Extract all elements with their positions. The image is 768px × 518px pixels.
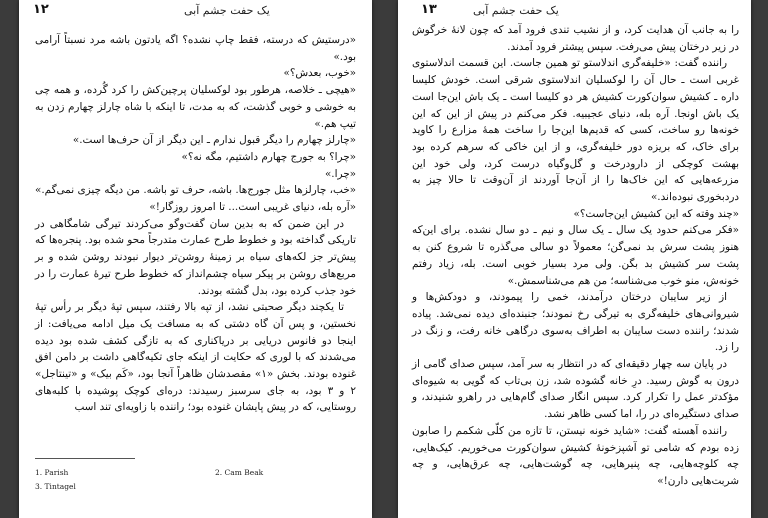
footnote: 2. Cam Beak [215,468,264,477]
footnote: 1. Parish [35,468,69,477]
paragraph: «چرا؟ به جورج چهارم داشتیم، مگه نه؟» [181,150,356,163]
paragraph: «درستیش که درسته، فقط چاپ نشده؟ اگه یادتون باشه مرد نسبتاً آرامی بود.» [35,34,356,63]
running-title: یک حفت جشم آبی [473,4,559,17]
page-number: ۱۳ [421,2,437,17]
paragraph: در پایان سه چهار دقیقه‌ای که در انتظار به سر آمد، سپس صدای گامی از درون به گوش رسید. درِ خانه گشوده شد، زن بی‌تاب که گویی به شیوه‌ای مؤکدتر عمل را تکرار کرد. سپس انگار صدای گام‌هایی در راهرو شنیدند، و صدای دستگیره‌ای در را، اما کسی ظاهر نشد. [412,358,739,421]
footnote-rule [35,458,135,459]
paragraph: «خوب، بعدش؟» [283,67,356,80]
paragraph: راننده آهسته گفت: «شاید خونه نیستن، تا تازه من کلّی شکمم را صابون زده بودم که شامی تو آشپزخونهٔ کشیش سوان‌کورت می‌خوریم. کیک‌هایی، چه کلوچه‌هایی، چه پنیرهایی، چه گوشت‌هایی، چه عرق‌هایی، و چه شربت‌هایی دارن!» [412,424,739,487]
paragraph: «فکر می‌کنم حدود یک سال ـ یک سال و نیم ـ دو سال نشده. برای این‌که هنوز پشت سرش بد نمی‌گن؛ معمولاً دو سالی می‌گذره تا شروع کنن به پشت سر کشیش بد بگن. ولی مرد بسیار خوبی است. بله، زیاد رفتم خونه‌ش، منو خوب می‌شناسه؛ من هم می‌شناسمش.» [412,224,739,287]
page-header [398,2,751,22]
paragraph: از زیر سایبان درختان درآمدند، خمی را پیمودند، و دودکش‌ها و شیروانی‌های خلیفه‌گری به تیرگی رخ نمودند؛ جنبنده‌ای دیده نمی‌شد. پیاده شدند؛ راننده دست سایبان به اطراف به‌سوی درگاهی خانه رفت، و زنگ در را زد. [412,291,739,354]
paragraph: «چند وقته که این کشیش این‌جاست؟» [573,207,739,220]
page-body [412,22,739,490]
page-number: ۱۲ [33,2,49,17]
paragraph: «چارلز چهارم را دیگر قبول ندارم ـ این دیگر از آن حرف‌ها است.» [72,134,356,147]
left-page [19,0,372,518]
paragraph: «چرا.» [324,167,356,180]
paragraph: تا یکچند دیگر صحبتی نشد، از تپه بالا رفتند، سپس تپهٔ دیگر بر رأس تپهٔ نخستین، و پس آن گاه دشتی که به مسافت یک میل ادامه می‌یافت: از اینجا دو فانوس دریایی بر دریاکناری که به تازگی کشف شده بود دیده می‌شدند که با لوری که حکایت از اینکه جای تکیه‌گاهی داشت بر دامن افق غنوده بودند. بخش «۱» مقصدشان ظاهراً آنجا بود، «کَم بیک» و «تینتاجل» ۲ و ۳ بود، به جای سرسبز رسیدند: دره‌ای کوچک پوشیده با کلبه‌های روستایی، که در پیش پایشان غنوده بود؛ راننده با زاویه‌ای تند اسب [35,301,357,414]
paragraph: در این ضمن که به بدین سان گفت‌وگو می‌کردند تیرگی شامگاهی در تاریکی گداخته بود و خطوط طرح عمارت متدرجاً محو شده بود. پنجره‌ها که پیش‌تر جز لکه‌های سیاه بر زمینهٔ روشن‌تر دیوار نبودند روشن شده و بر مربع‌های روشن بر پیکر سیاه چشم‌انداز که خطوط طرح تیرهٔ عمارت را در خود جذب کرده بود، بدل گشته بودند. [35,217,356,297]
right-page [398,0,751,518]
paragraph: راننده گفت: «خلیفه‌گری اندلاستو تو همین جاست. این قسمت اندلاستوی غربی است ـ حال آن را لوکسلیان اندلاستوی شرقی است. خودش کلیسا داره ـ کشیش سوان‌کورت کشیش هر دو کلیسا است ـ یک باش این‌جا است یک باش اونجا. آره بله، دنیای عجیبیه. فکر می‌کنم در پیش از این که این خونه‌ها رو ساخت، کسی که قدیم‌ها این‌جا را ساخت همهٔ مزارع را کاوید برای خاک، که بریزه دور خلیفه‌گری، و از این خاکی که سرهم کرده بود بهشت کوچکی از دارودرخت و گل‌وگیاه درست کرد، ولی خود این مزرعه‌هایی که این خاک‌ها را از آن‌جا آوردند از آن‌وقت تا حالا چیز به دردبخوری نبوده‌اند.» [412,57,739,204]
page-body [35,32,356,416]
page-header [19,2,372,22]
paragraph: «خب، چارلزها مثل جورج‌ها. باشه، حرف تو باشه. من دیگه چیزی نمی‌گم.» «آره بله، دنیای غریبی است... تا امروز روزگار!» [35,184,356,214]
footnote: 3. Tintagel [35,482,76,491]
running-title: یک حفت جشم آبی [184,4,270,17]
paragraph: را به جانب آن هدایت کرد، و از نشیب تندی فرود آمد که چون لانهٔ خرگوش در زیر درختان پیش می‌رفت. سپس پیشتر فرود آمدند. [412,24,739,53]
paragraph: «هیچی ـ خلاصه، هرطور بود لوکسلیان پرچین‌کش را کرد گُرده، و همه چی به خوشی و خوبی گذشت، که به مدت، تا اینکه با شاه چارلز چهارم زدن به تیپ هم.» [35,84,356,130]
